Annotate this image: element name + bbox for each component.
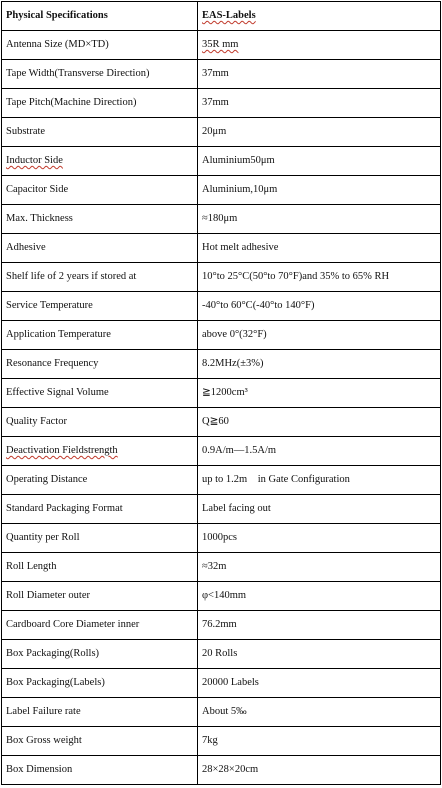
spec-name: Max. Thickness — [2, 205, 198, 234]
table-row — [2, 60, 441, 89]
spec-value: φ<140mm — [198, 582, 441, 611]
spec-value: ≈32m — [198, 553, 441, 582]
spec-value: 20 Rolls — [198, 640, 441, 669]
header-eas-labels: EAS-Labels — [198, 2, 441, 31]
spec-name: Cardboard Core Diameter inner — [2, 611, 198, 640]
spec-value: 1000pcs — [198, 524, 441, 553]
table-row — [2, 611, 441, 640]
spec-value: 20000 Labels — [198, 669, 441, 698]
table-row — [2, 350, 441, 379]
spec-value: Aluminium50μm — [198, 147, 441, 176]
table-row — [2, 147, 441, 176]
spec-name: Roll Diameter outer — [2, 582, 198, 611]
table-row — [2, 553, 441, 582]
spec-name: Shelf life of 2 years if stored at — [2, 263, 198, 292]
spec-name: Effective Signal Volume — [2, 379, 198, 408]
table-row — [2, 437, 441, 466]
table-row — [2, 321, 441, 350]
spec-name: Box Packaging(Labels) — [2, 669, 198, 698]
table-row — [2, 263, 441, 292]
spec-value: 10°to 25°C(50°to 70°F)and 35% to 65% RH — [198, 263, 441, 292]
table-row — [2, 466, 441, 495]
spec-name: Application Temperature — [2, 321, 198, 350]
spec-value: -40°to 60°C(-40°to 140°F) — [198, 292, 441, 321]
spec-value: Q≧60 — [198, 408, 441, 437]
spec-value: 28×28×20cm — [198, 756, 441, 785]
table-row — [2, 176, 441, 205]
spec-value: 35R mm — [198, 31, 441, 60]
spec-value: ≧1200cm³ — [198, 379, 441, 408]
spec-name: Tape Width(Transverse Direction) — [2, 60, 198, 89]
table-row — [2, 118, 441, 147]
spec-value: 76.2mm — [198, 611, 441, 640]
spec-name: Substrate — [2, 118, 198, 147]
spec-name: Operating Distance — [2, 466, 198, 495]
table-row — [2, 292, 441, 321]
table-header-row — [2, 2, 441, 31]
spec-value: 8.2MHz(±3%) — [198, 350, 441, 379]
spec-name: Adhesive — [2, 234, 198, 263]
table-row — [2, 408, 441, 437]
table-row — [2, 205, 441, 234]
spec-name: Box Packaging(Rolls) — [2, 640, 198, 669]
spec-value: above 0°(32°F) — [198, 321, 441, 350]
spec-value: 7kg — [198, 727, 441, 756]
table-row — [2, 31, 441, 60]
spec-value: About 5‰ — [198, 698, 441, 727]
table-row — [2, 234, 441, 263]
spec-name: Label Failure rate — [2, 698, 198, 727]
spec-name: Inductor Side — [2, 147, 198, 176]
spec-value: Aluminium,10μm — [198, 176, 441, 205]
spec-name: Box Dimension — [2, 756, 198, 785]
header-physical-specifications: Physical Specifications — [2, 2, 198, 31]
spec-name: Tape Pitch(Machine Direction) — [2, 89, 198, 118]
table-row — [2, 698, 441, 727]
spec-name: Box Gross weight — [2, 727, 198, 756]
spec-value: 0.9A/m—1.5A/m — [198, 437, 441, 466]
spec-name: Capacitor Side — [2, 176, 198, 205]
spec-name: Resonance Frequency — [2, 350, 198, 379]
spec-name: Deactivation Fieldstrength — [2, 437, 198, 466]
spec-name: Roll Length — [2, 553, 198, 582]
table-row — [2, 640, 441, 669]
spec-value: up to 1.2m in Gate Configuration — [198, 466, 441, 495]
spec-name: Service Temperature — [2, 292, 198, 321]
table-row — [2, 756, 441, 785]
table-row — [2, 379, 441, 408]
spec-value: 37mm — [198, 89, 441, 118]
spec-value: Hot melt adhesive — [198, 234, 441, 263]
specifications-table — [1, 1, 441, 785]
table-row — [2, 495, 441, 524]
table-row — [2, 669, 441, 698]
spec-name: Standard Packaging Format — [2, 495, 198, 524]
table-row — [2, 727, 441, 756]
spec-value: 37mm — [198, 60, 441, 89]
table-row — [2, 582, 441, 611]
spec-name: Quantity per Roll — [2, 524, 198, 553]
spec-value: Label facing out — [198, 495, 441, 524]
spec-name: Antenna Size (MD×TD) — [2, 31, 198, 60]
table-row — [2, 89, 441, 118]
spec-name: Quality Factor — [2, 408, 198, 437]
spec-value: ≈180μm — [198, 205, 441, 234]
spec-value: 20μm — [198, 118, 441, 147]
table-row — [2, 524, 441, 553]
